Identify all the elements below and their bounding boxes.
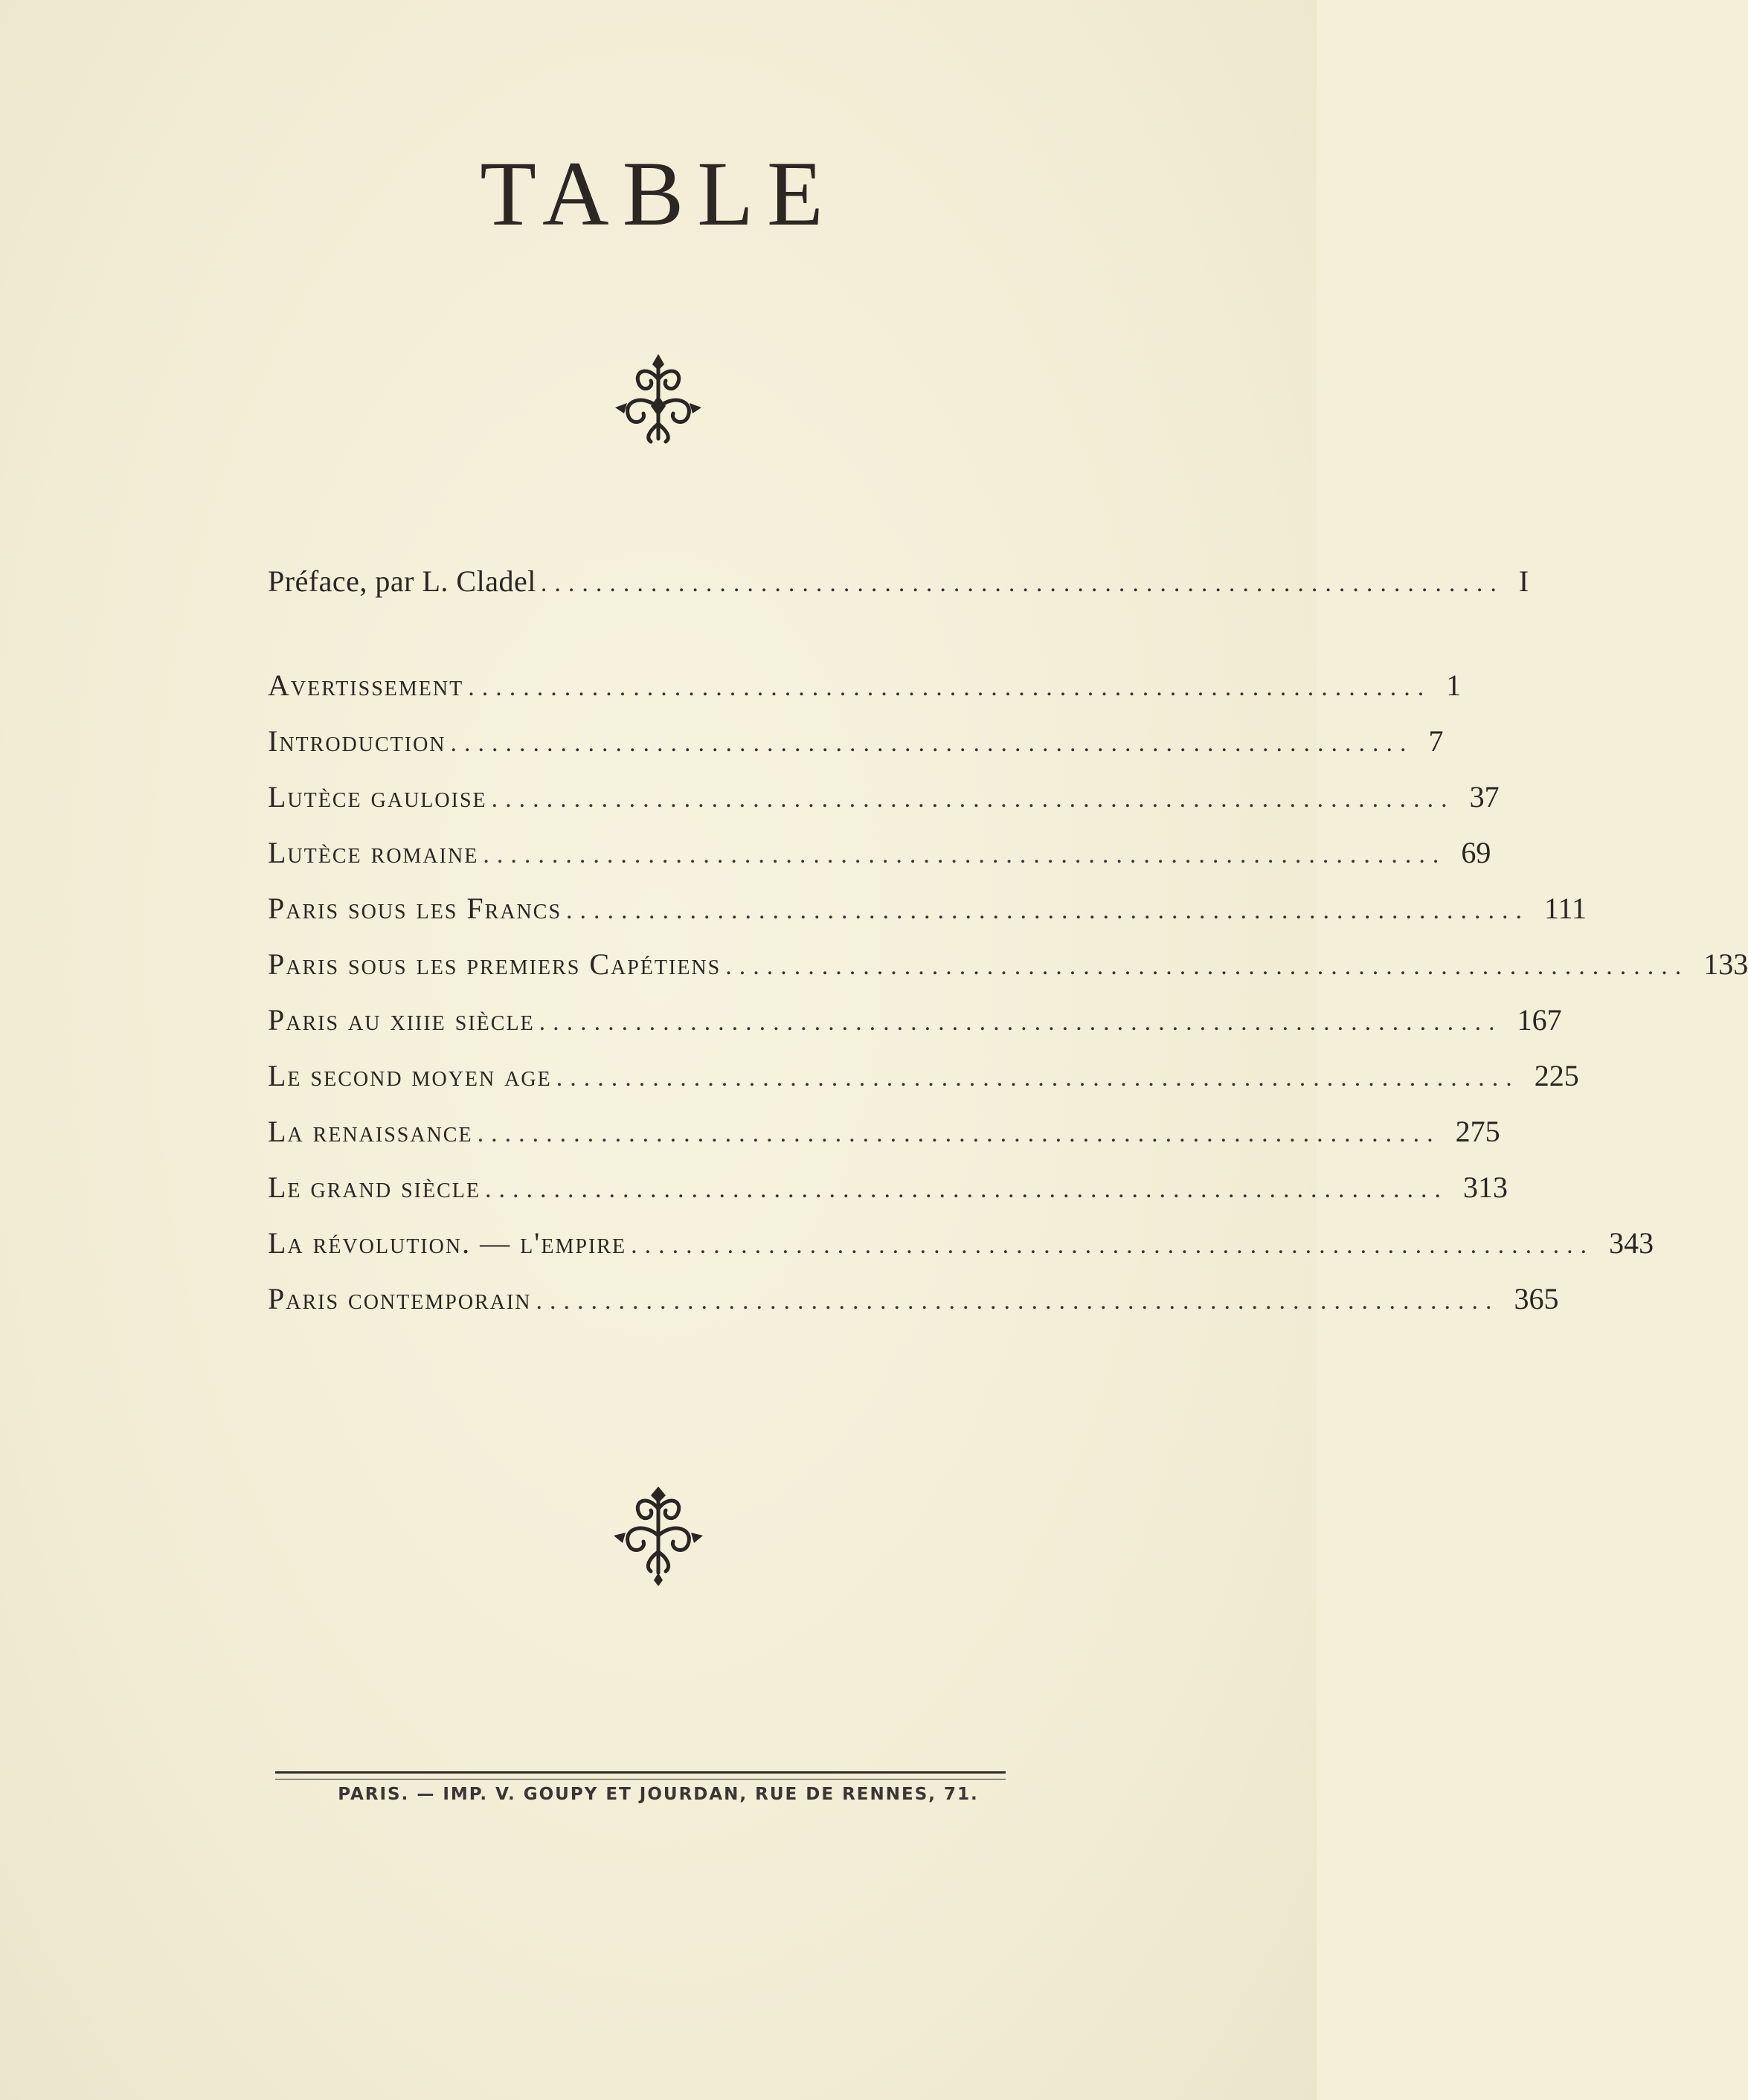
dot-leader: ...................................................................... xyxy=(725,953,1689,980)
toc-entry xyxy=(268,1170,1508,1225)
toc-entry-label: Le second moyen age xyxy=(268,1059,552,1092)
dot-leader: ...................................................................... xyxy=(491,785,1455,813)
toc-entry-label: Lutèce romaine xyxy=(268,836,479,869)
toc-entry-label: Lutèce gauloise xyxy=(268,780,487,814)
dot-leader: ...................................................................... xyxy=(566,897,1530,924)
toc-entry-label: La révolution. — l'empire xyxy=(268,1226,627,1260)
toc-entry-page: I xyxy=(1518,564,1529,598)
toc-entry-page: 313 xyxy=(1462,1170,1508,1204)
toc-entry xyxy=(268,1002,1562,1058)
toc-entry-preface xyxy=(268,564,1529,619)
toc-entry-page: 111 xyxy=(1544,892,1587,925)
dot-leader: ...................................................................... xyxy=(539,1008,1503,1036)
toc-entry xyxy=(268,891,1587,947)
toc-entry-page: 167 xyxy=(1517,1003,1562,1037)
toc-entry-label: Préface, par L. Cladel xyxy=(268,564,536,598)
toc-entry-label: Introduction xyxy=(268,724,446,758)
dot-leader: ...................................................................... xyxy=(556,1064,1520,1092)
toc-entry-label: Paris contemporain xyxy=(268,1282,532,1315)
toc-entry-label: Paris sous les Francs xyxy=(268,892,562,925)
toc-entry-page: 275 xyxy=(1455,1115,1500,1148)
toc-entry-label: Avertissement xyxy=(268,669,464,702)
toc-entry-label: Paris sous les premiers Capétiens xyxy=(268,947,722,981)
divider xyxy=(275,1771,1006,1774)
toc-entry-page: 1 xyxy=(1446,669,1462,702)
toc-entry xyxy=(268,835,1491,891)
dot-leader: ...................................................................... xyxy=(468,674,1432,701)
dot-leader: ...................................................................... xyxy=(540,570,1504,597)
dot-leader: ...................................................................... xyxy=(477,1120,1441,1147)
page-title: TABLE xyxy=(480,143,837,245)
fleuron-icon xyxy=(606,1484,710,1588)
toc-entry-label: La renaissance xyxy=(268,1115,473,1148)
toc-entry xyxy=(268,779,1500,835)
dot-leader: ...................................................................... xyxy=(631,1231,1595,1259)
toc-entry-page: 365 xyxy=(1514,1282,1559,1315)
toc-entry xyxy=(268,1225,1654,1281)
fleuron-icon xyxy=(606,350,710,454)
toc-entry-label: Paris au xiiie siècle xyxy=(268,1003,535,1037)
toc-entry-page: 343 xyxy=(1609,1226,1654,1260)
table-of-contents xyxy=(268,564,1748,1337)
dot-leader: ...................................................................... xyxy=(483,841,1447,869)
toc-entry-page: 7 xyxy=(1428,724,1444,758)
toc-entry-label: Le grand siècle xyxy=(268,1170,481,1204)
toc-entry-page: 133 xyxy=(1703,947,1748,981)
dot-leader: ...................................................................... xyxy=(450,729,1414,757)
printer-imprint: PARIS. — IMP. V. GOUPY ET JOURDAN, RUE DE RENNES, 71. xyxy=(338,1785,979,1804)
toc-entry-page: 69 xyxy=(1461,836,1491,869)
toc-entry xyxy=(268,668,1462,724)
toc-entry-page: 37 xyxy=(1469,780,1500,814)
toc-entry xyxy=(268,724,1444,779)
toc-entry xyxy=(268,1114,1500,1170)
toc-entry xyxy=(268,1281,1559,1337)
toc-entry xyxy=(268,947,1748,1002)
toc-entry xyxy=(268,1058,1579,1114)
toc-entry-page: 225 xyxy=(1534,1059,1579,1092)
dot-leader: ...................................................................... xyxy=(536,1287,1500,1315)
dot-leader: ...................................................................... xyxy=(484,1176,1448,1203)
